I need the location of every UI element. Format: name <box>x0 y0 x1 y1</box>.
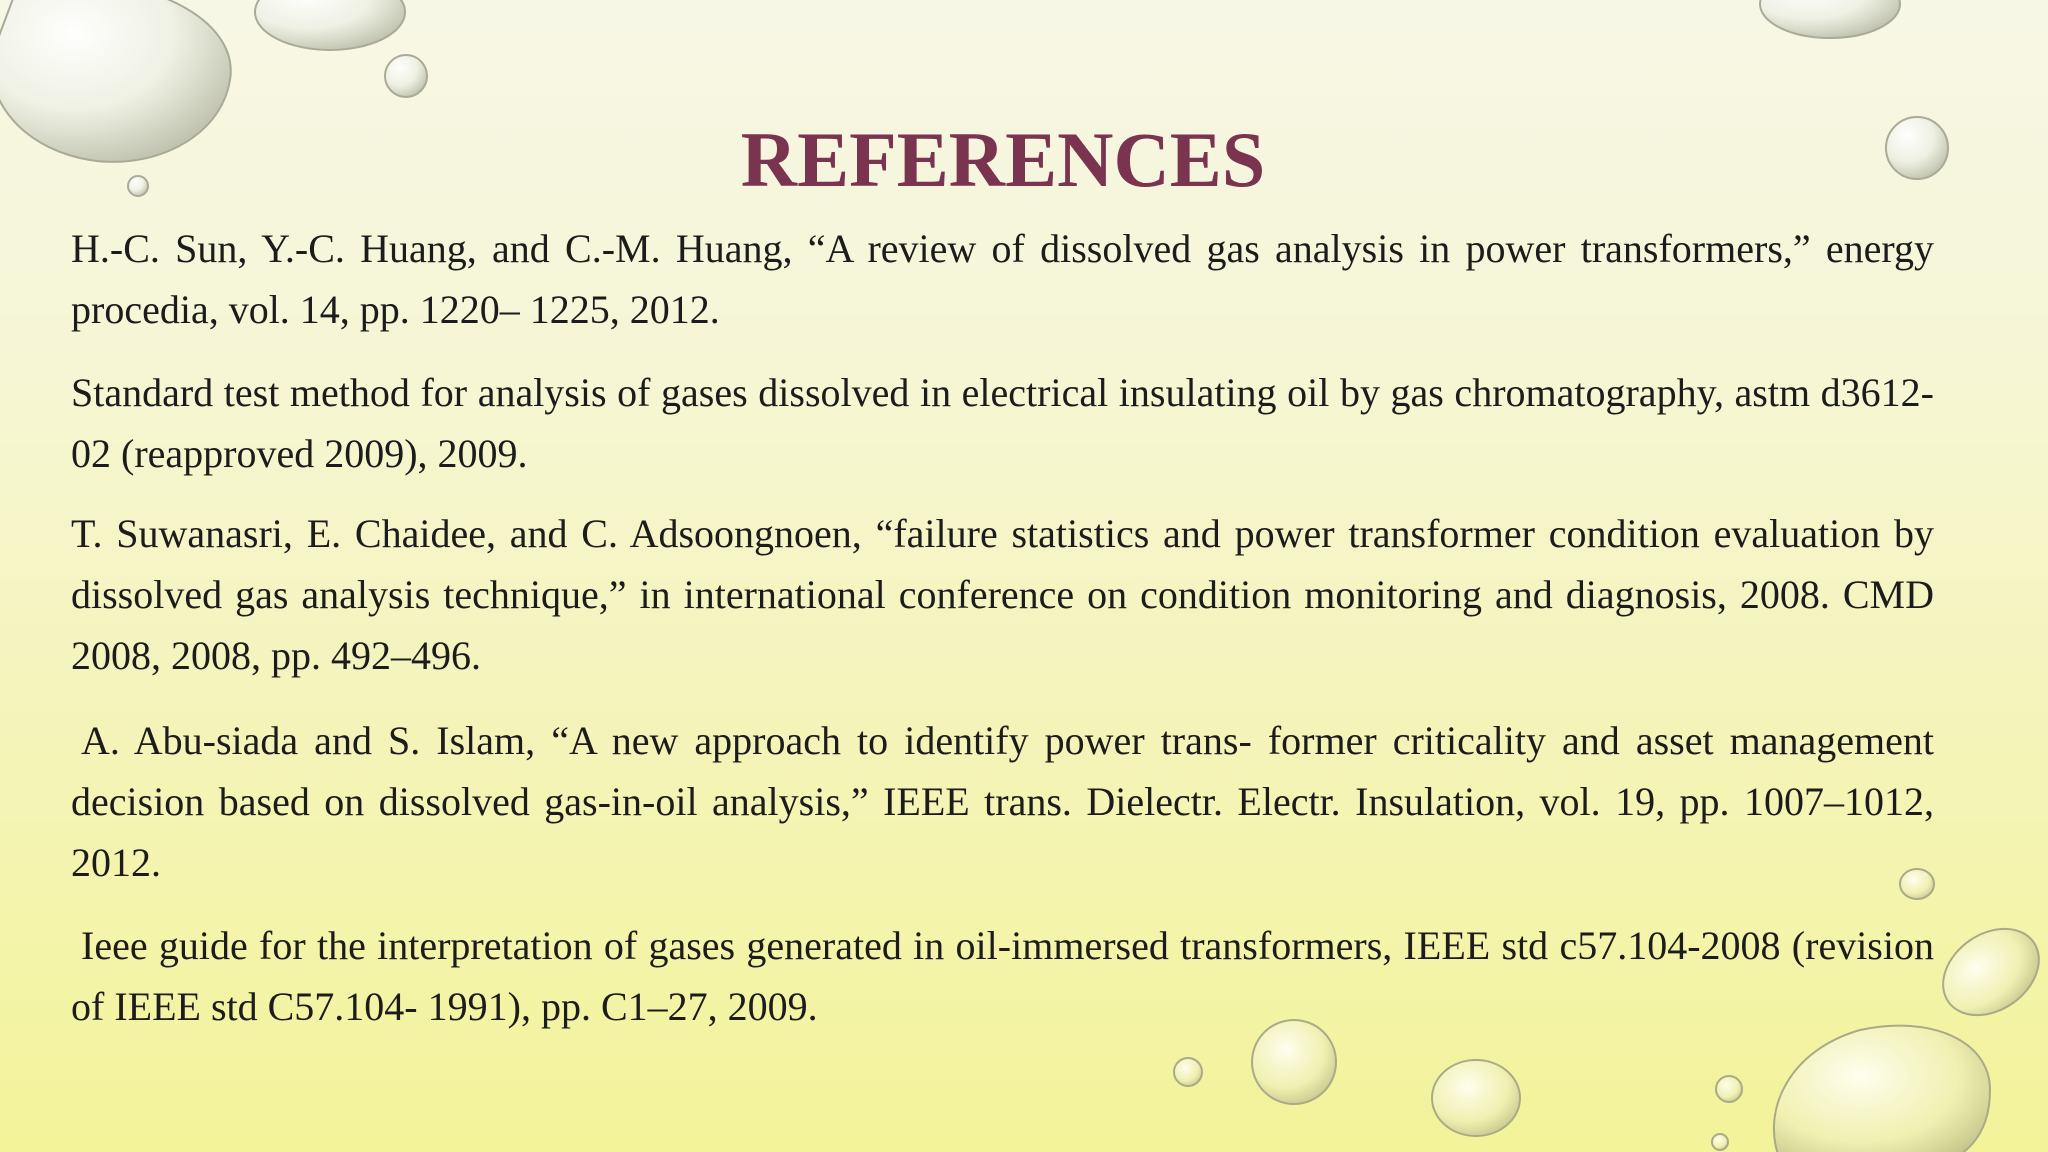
droplet-shape <box>1712 1134 1728 1150</box>
droplet-shape <box>385 55 427 97</box>
page-title: REFERENCES <box>740 116 1266 203</box>
droplet-shape <box>1174 1058 1202 1086</box>
droplet-shape <box>1927 911 2048 1033</box>
reference-list <box>71 218 1934 1056</box>
droplet-shape <box>255 0 405 50</box>
reference-item: A. Abu-siada and S. Islam, “A new approach to identify power trans- former criticality and asset management decision based on dissolved gas-in-oil analysis,” IEEE trans. Dielectr. Electr. Insulation, vol. 19, pp. 1007–1012, 2012. <box>71 718 1934 885</box>
reference-item: Ieee guide for the interpretation of gases generated in oil-immersed transformers, IEEE std c57.104-2008 (revision of IEEE std C57.104- 1991), pp. C1–27, 2009. <box>71 923 1934 1029</box>
droplet-shape <box>1432 1060 1520 1136</box>
reference-item: H.-C. Sun, Y.-C. Huang, and C.-M. Huang, “A review of dissolved gas analysis in power transformers,” energy procedia, vol. 14, pp. 1220– 1225, 2012. <box>71 226 1934 332</box>
reference-item: T. Suwanasri, E. Chaidee, and C. Adsoongnoen, “failure statistics and power transformer condition evaluation by dissolved gas analysis technique,” in international conference on condition monitoring and diagnosis, 2008. CMD 2008, 2008, pp. 492–496. <box>71 511 1934 678</box>
droplet-shape <box>1716 1076 1742 1102</box>
reference-item: Standard test method for analysis of gases dissolved in electrical insulating oil by gas chromatography, astm d3612-02 (reapproved 2009), 2009. <box>71 370 1934 476</box>
droplet-shape <box>1760 0 1900 38</box>
